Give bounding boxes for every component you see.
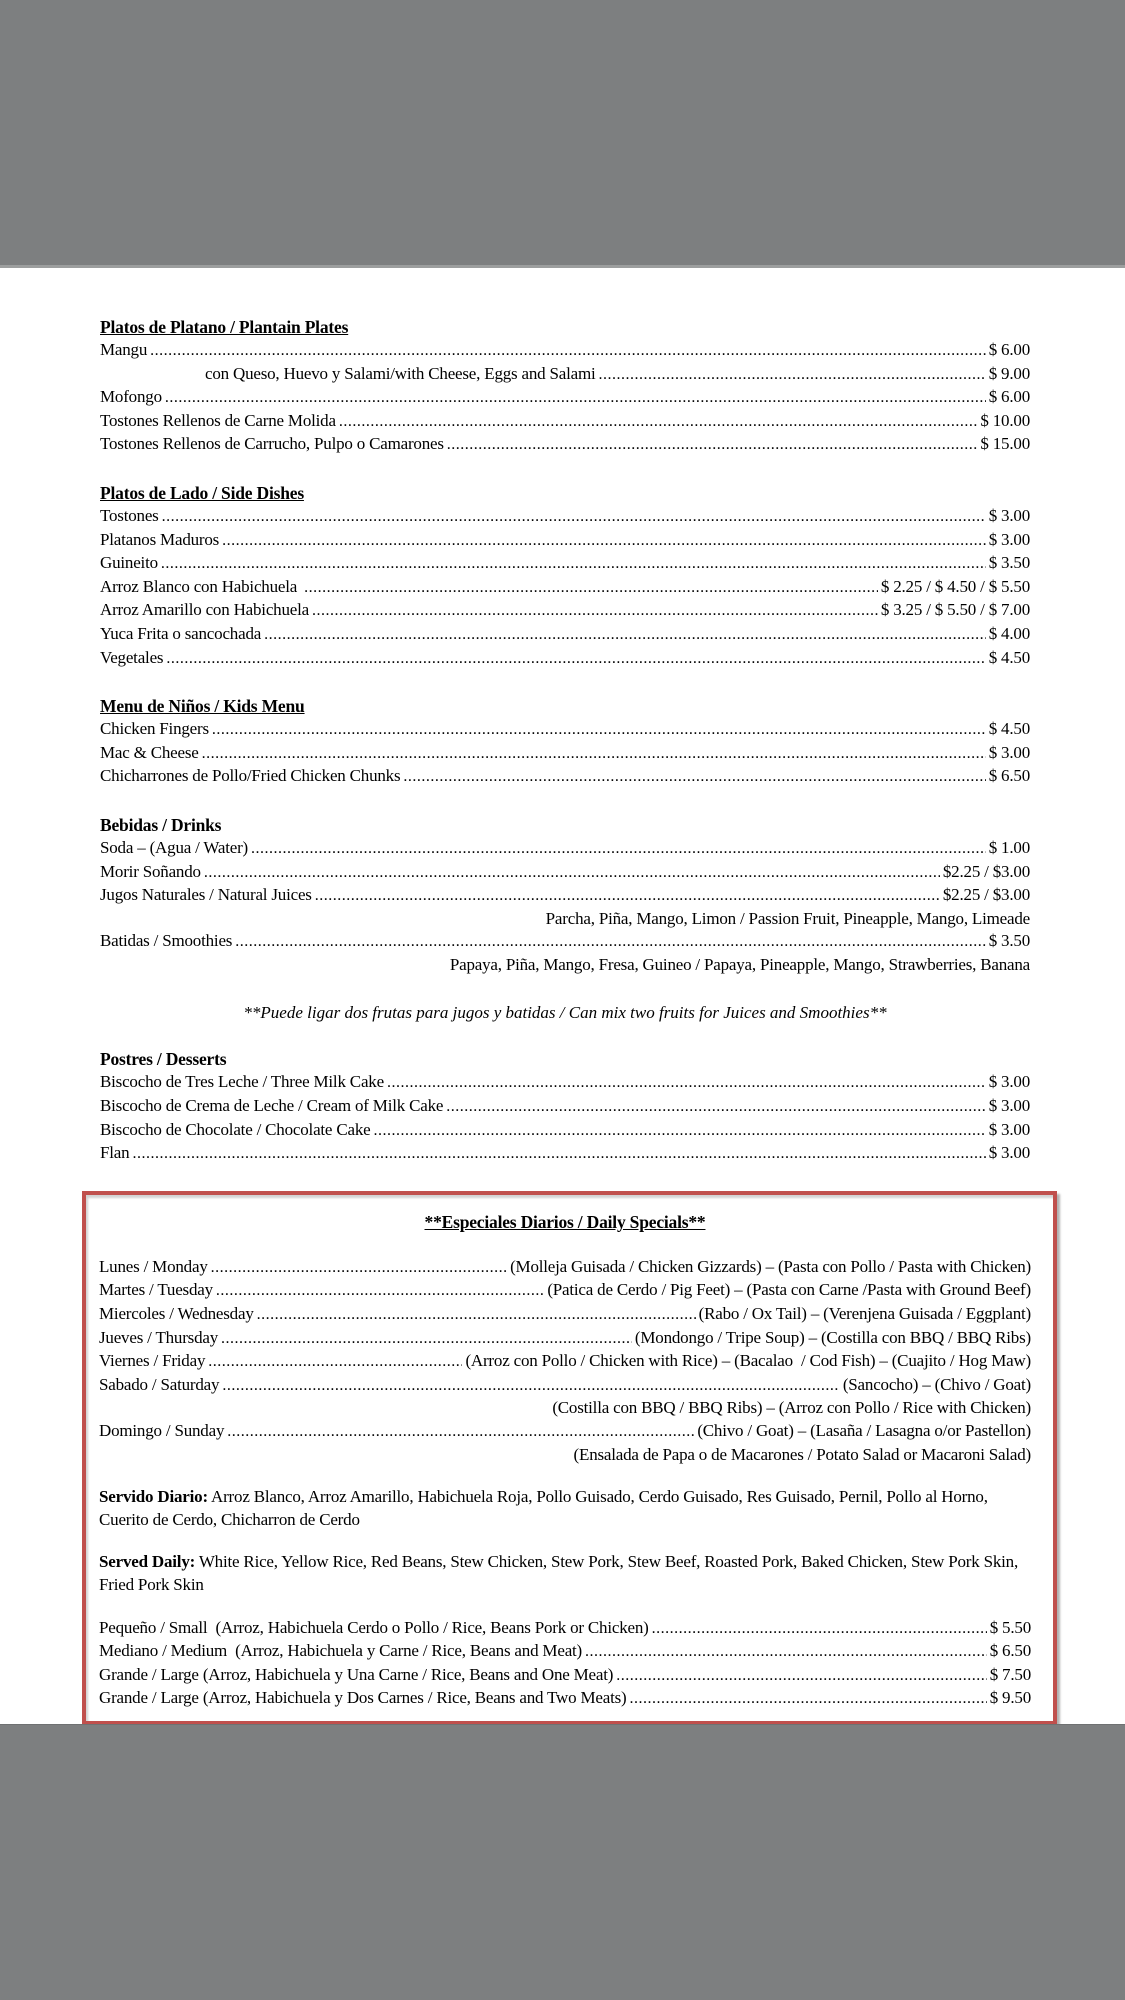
dot-leader xyxy=(222,529,986,553)
item-price: $ 3.00 xyxy=(988,529,1030,549)
menu-item-row xyxy=(100,1142,1030,1166)
day-label: Martes / Tuesday xyxy=(99,1280,213,1300)
dot-leader xyxy=(227,1420,694,1444)
item-price: $ 3.00 xyxy=(988,742,1030,762)
item-name: Mangu xyxy=(100,340,148,359)
section-heading: Bebidas / Drinks xyxy=(100,814,222,835)
section-heading: Menu de Niños / Kids Menu xyxy=(100,696,305,717)
item-price: $ 6.00 xyxy=(988,340,1030,359)
item-price: $ 6.50 xyxy=(988,766,1030,786)
item-subline: Parcha, Piña, Mango, Limon / Passion Fruit, Pineapple, Mango, Limeade xyxy=(545,908,1030,928)
item-price: $ 3.00 xyxy=(988,1143,1030,1163)
item-price: $ 9.00 xyxy=(988,363,1030,383)
top-gray-band xyxy=(0,0,1125,268)
menu-item-row xyxy=(99,1664,1031,1688)
menu-item-row xyxy=(100,647,1030,671)
menu-item-row xyxy=(100,505,1030,529)
dot-leader xyxy=(166,647,985,671)
menu-item-row xyxy=(100,433,1030,457)
daily-served-paragraph xyxy=(99,1551,1031,1596)
item-price: $ 3.00 xyxy=(988,1119,1030,1139)
specials-size-list xyxy=(99,1617,1031,1711)
item-price: $ 4.50 xyxy=(988,647,1030,667)
item-name: Grande / Large (Arroz, Habichuela y Dos Carnes / Rice, Beans and Two Meats) xyxy=(99,1688,627,1708)
item-name: Batidas / Smoothies xyxy=(100,931,233,951)
section-heading: Platos de Lado / Side Dishes xyxy=(100,482,304,503)
menu-section xyxy=(100,482,1030,670)
item-name: Soda – (Agua / Water) xyxy=(100,837,249,857)
item-price: $ 3.00 xyxy=(988,505,1030,525)
item-name: Mediano / Medium (Arroz, Habichuela y Carne / Rice, Beans and Meat) xyxy=(99,1641,583,1661)
menu-item-row xyxy=(100,552,1030,576)
item-subline: (Costilla con BBQ / BBQ Ribs) – (Arroz con Pollo / Rice with Chicken) xyxy=(552,1398,1031,1418)
menu-item-row xyxy=(100,386,1030,410)
item-name: Tostones Rellenos de Carrucho, Pulpo o Camarones xyxy=(100,434,444,454)
menu-item-row xyxy=(100,576,1030,600)
day-special-text: (Arroz con Pollo / Chicken with Rice) – (Bacalao / Cod Fish) – (Cuajito / Hog Maw) xyxy=(465,1351,1031,1371)
dot-leader xyxy=(235,930,985,954)
item-price: $ 5.50 xyxy=(989,1617,1031,1637)
item-name: Mofongo xyxy=(100,387,162,407)
menu-section xyxy=(100,1048,1030,1165)
item-name: Chicharrones de Pollo/Fried Chicken Chunks xyxy=(100,766,401,786)
daily-served-paragraph xyxy=(99,1486,1031,1531)
item-price: $ 6.50 xyxy=(989,1641,1031,1661)
item-price: $ 3.25 / $ 5.50 / $ 7.00 xyxy=(880,600,1030,620)
paragraph-label: Served Daily: xyxy=(99,1552,196,1572)
dot-leader xyxy=(403,765,985,789)
dot-leader xyxy=(212,718,986,742)
item-name: Morir Soñando xyxy=(100,861,201,881)
item-price: $ 3.00 xyxy=(988,1096,1030,1116)
item-price: $ 3.00 xyxy=(988,1072,1030,1092)
item-name: Tostones xyxy=(100,505,159,525)
dot-leader xyxy=(208,1350,462,1374)
item-subline: (Ensalada de Papa o de Macarones / Potato Salad or Macaroni Salad) xyxy=(573,1444,1031,1464)
item-price: $2.25 / $3.00 xyxy=(942,861,1030,881)
day-special-text: (Mondongo / Tripe Soup) – (Costilla con BBQ / BBQ Ribs) xyxy=(634,1327,1031,1347)
item-price: $ 4.50 xyxy=(988,719,1030,739)
dot-leader xyxy=(585,1640,987,1664)
menu-item-row xyxy=(100,529,1030,553)
day-label: Sabado / Saturday xyxy=(99,1374,220,1394)
paragraph-text: White Rice, Yellow Rice, Red Beans, Stew Chicken, Stew Pork, Stew Beef, Roasted Pork, Baked Chicken, Stew Pork Skin, Fried Pork Skin xyxy=(99,1552,1018,1594)
item-price: $ 3.50 xyxy=(988,553,1030,573)
dot-leader xyxy=(652,1617,987,1641)
menu-item-row xyxy=(100,410,1030,434)
menu-item-row xyxy=(100,861,1030,885)
dot-leader xyxy=(304,576,878,600)
dot-leader xyxy=(387,1071,986,1095)
dot-leader xyxy=(165,386,986,410)
menu-content xyxy=(100,316,1030,1724)
item-name: Jugos Naturales / Natural Juices xyxy=(100,885,312,905)
dot-leader xyxy=(202,742,986,766)
dot-leader xyxy=(221,1327,632,1351)
menu-section xyxy=(100,695,1030,789)
bottom-gray-band xyxy=(0,1724,1125,2000)
item-name: Flan xyxy=(100,1143,130,1163)
menu-item-row xyxy=(99,1617,1031,1641)
special-day-row xyxy=(99,1327,1031,1351)
menu-item-row xyxy=(100,742,1030,766)
item-price: $ 3.50 xyxy=(988,931,1030,951)
dot-leader xyxy=(339,410,978,434)
dot-leader xyxy=(312,599,878,623)
dot-leader xyxy=(599,363,986,387)
item-name: Mac & Cheese xyxy=(100,742,199,762)
day-label: Jueves / Thursday xyxy=(99,1327,219,1347)
dot-leader xyxy=(257,1303,696,1327)
mix-note: **Puede ligar dos frutas para jugos y batidas / Can mix two fruits for Juices and Smoothies** xyxy=(243,1003,887,1023)
dot-leader xyxy=(150,339,986,363)
day-special-text: (Sancocho) – (Chivo / Goat) xyxy=(842,1374,1031,1394)
day-special-text: (Patica de Cerdo / Pig Feet) – (Pasta con Carne /Pasta with Ground Beef) xyxy=(547,1280,1031,1300)
dot-leader xyxy=(629,1687,986,1711)
special-day-row xyxy=(99,1303,1031,1327)
menu-section xyxy=(100,316,1030,457)
item-name: Vegetales xyxy=(100,647,164,667)
item-price: $ 10.00 xyxy=(980,410,1030,430)
menu-item-row xyxy=(100,718,1030,742)
item-price: $ 2.25 / $ 4.50 / $ 5.50 xyxy=(880,576,1030,596)
item-name: Chicken Fingers xyxy=(100,719,209,739)
menu-item-row xyxy=(100,363,1030,387)
dot-leader xyxy=(216,1279,544,1303)
item-subline: Papaya, Piña, Mango, Fresa, Guineo / Papaya, Pineapple, Mango, Strawberries, Banana xyxy=(449,954,1030,974)
specials-title: **Especiales Diarios / Daily Specials** xyxy=(424,1211,706,1232)
menu-item-row xyxy=(100,1119,1030,1143)
menu-item-row xyxy=(100,599,1030,623)
menu-item-row xyxy=(99,1687,1031,1711)
item-name: Guineito xyxy=(100,553,158,573)
day-label: Miercoles / Wednesday xyxy=(99,1304,254,1324)
paragraph-text: Arroz Blanco, Arroz Amarillo, Habichuela Roja, Pollo Guisado, Cerdo Guisado, Res Guisado, Pernil, Pollo al Horno, Cuerito de Cerdo, Chicharron de Cerdo xyxy=(99,1487,988,1529)
item-price: $ 4.00 xyxy=(988,623,1030,643)
item-price: $ 9.50 xyxy=(989,1688,1031,1708)
day-label: Domingo / Sunday xyxy=(99,1421,225,1440)
dot-leader xyxy=(162,505,986,529)
menu-item-row xyxy=(100,1095,1030,1119)
special-day-row xyxy=(99,1420,1031,1444)
daily-specials-box xyxy=(82,1191,1057,1724)
menu-item-row xyxy=(100,884,1030,908)
specials-day-list xyxy=(99,1256,1031,1466)
day-label: Viernes / Friday xyxy=(99,1351,206,1371)
item-price: $ 1.00 xyxy=(988,837,1030,857)
dot-leader xyxy=(315,884,940,908)
item-price: $ 7.50 xyxy=(989,1664,1031,1684)
dot-leader xyxy=(222,1374,840,1398)
item-price: $ 15.00 xyxy=(980,434,1030,454)
dot-leader xyxy=(373,1119,985,1143)
menu-item-row xyxy=(100,623,1030,647)
special-day-row xyxy=(99,1350,1031,1374)
dot-leader xyxy=(211,1256,507,1280)
item-price: $2.25 / $3.00 xyxy=(942,885,1030,905)
special-day-row xyxy=(99,1256,1031,1280)
special-day-row xyxy=(99,1374,1031,1398)
item-name: Pequeño / Small (Arroz, Habichuela Cerdo o Pollo / Rice, Beans Pork or Chicken) xyxy=(99,1617,649,1637)
paragraph-label: Servido Diario: xyxy=(99,1487,208,1507)
item-name: Arroz Blanco con Habichuela xyxy=(100,576,302,596)
item-name: Yuca Frita o sancochada xyxy=(100,623,262,643)
dot-leader xyxy=(616,1664,986,1688)
item-name: Biscocho de Chocolate / Chocolate Cake xyxy=(100,1119,371,1139)
dot-leader xyxy=(447,433,978,457)
document-page xyxy=(0,268,1125,1724)
item-name: con Queso, Huevo y Salami/with Cheese, Eggs and Salami xyxy=(205,363,596,383)
dot-leader xyxy=(132,1142,985,1166)
menu-item-row xyxy=(100,339,1030,363)
item-name: Biscocho de Tres Leche / Three Milk Cake xyxy=(100,1072,384,1092)
item-name: Arroz Amarillo con Habichuela xyxy=(100,600,309,620)
menu-item-row xyxy=(100,1071,1030,1095)
item-name: Grande / Large (Arroz, Habichuela y Una Carne / Rice, Beans and One Meat) xyxy=(99,1664,614,1684)
item-name: Biscocho de Crema de Leche / Cream of Milk Cake xyxy=(100,1096,444,1116)
item-price: $ 6.00 xyxy=(988,387,1030,407)
item-name: Platanos Maduros xyxy=(100,529,220,549)
dot-leader xyxy=(204,861,940,885)
section-heading: Platos de Platano / Plantain Plates xyxy=(100,317,349,337)
dot-leader xyxy=(446,1095,985,1119)
menu-item-row xyxy=(100,837,1030,861)
menu-item-row xyxy=(99,1640,1031,1664)
day-special-text: (Rabo / Ox Tail) – (Verenjena Guisada / Eggplant) xyxy=(698,1304,1031,1324)
day-special-text: (Chivo / Goat) – (Lasaña / Lasagna o/or Pastellon) xyxy=(697,1421,1031,1440)
day-special-text: (Molleja Guisada / Chicken Gizzards) – (Pasta con Pollo / Pasta with Chicken) xyxy=(510,1256,1031,1276)
menu-item-row xyxy=(100,765,1030,789)
day-label: Lunes / Monday xyxy=(99,1256,208,1276)
dot-leader xyxy=(264,623,986,647)
item-name: Tostones Rellenos de Carne Molida xyxy=(100,410,336,430)
section-heading: Postres / Desserts xyxy=(100,1049,227,1070)
dot-leader xyxy=(251,837,986,861)
menu-section xyxy=(100,814,1030,977)
menu-item-row xyxy=(100,930,1030,954)
special-day-row xyxy=(99,1279,1031,1303)
dot-leader xyxy=(161,552,986,576)
